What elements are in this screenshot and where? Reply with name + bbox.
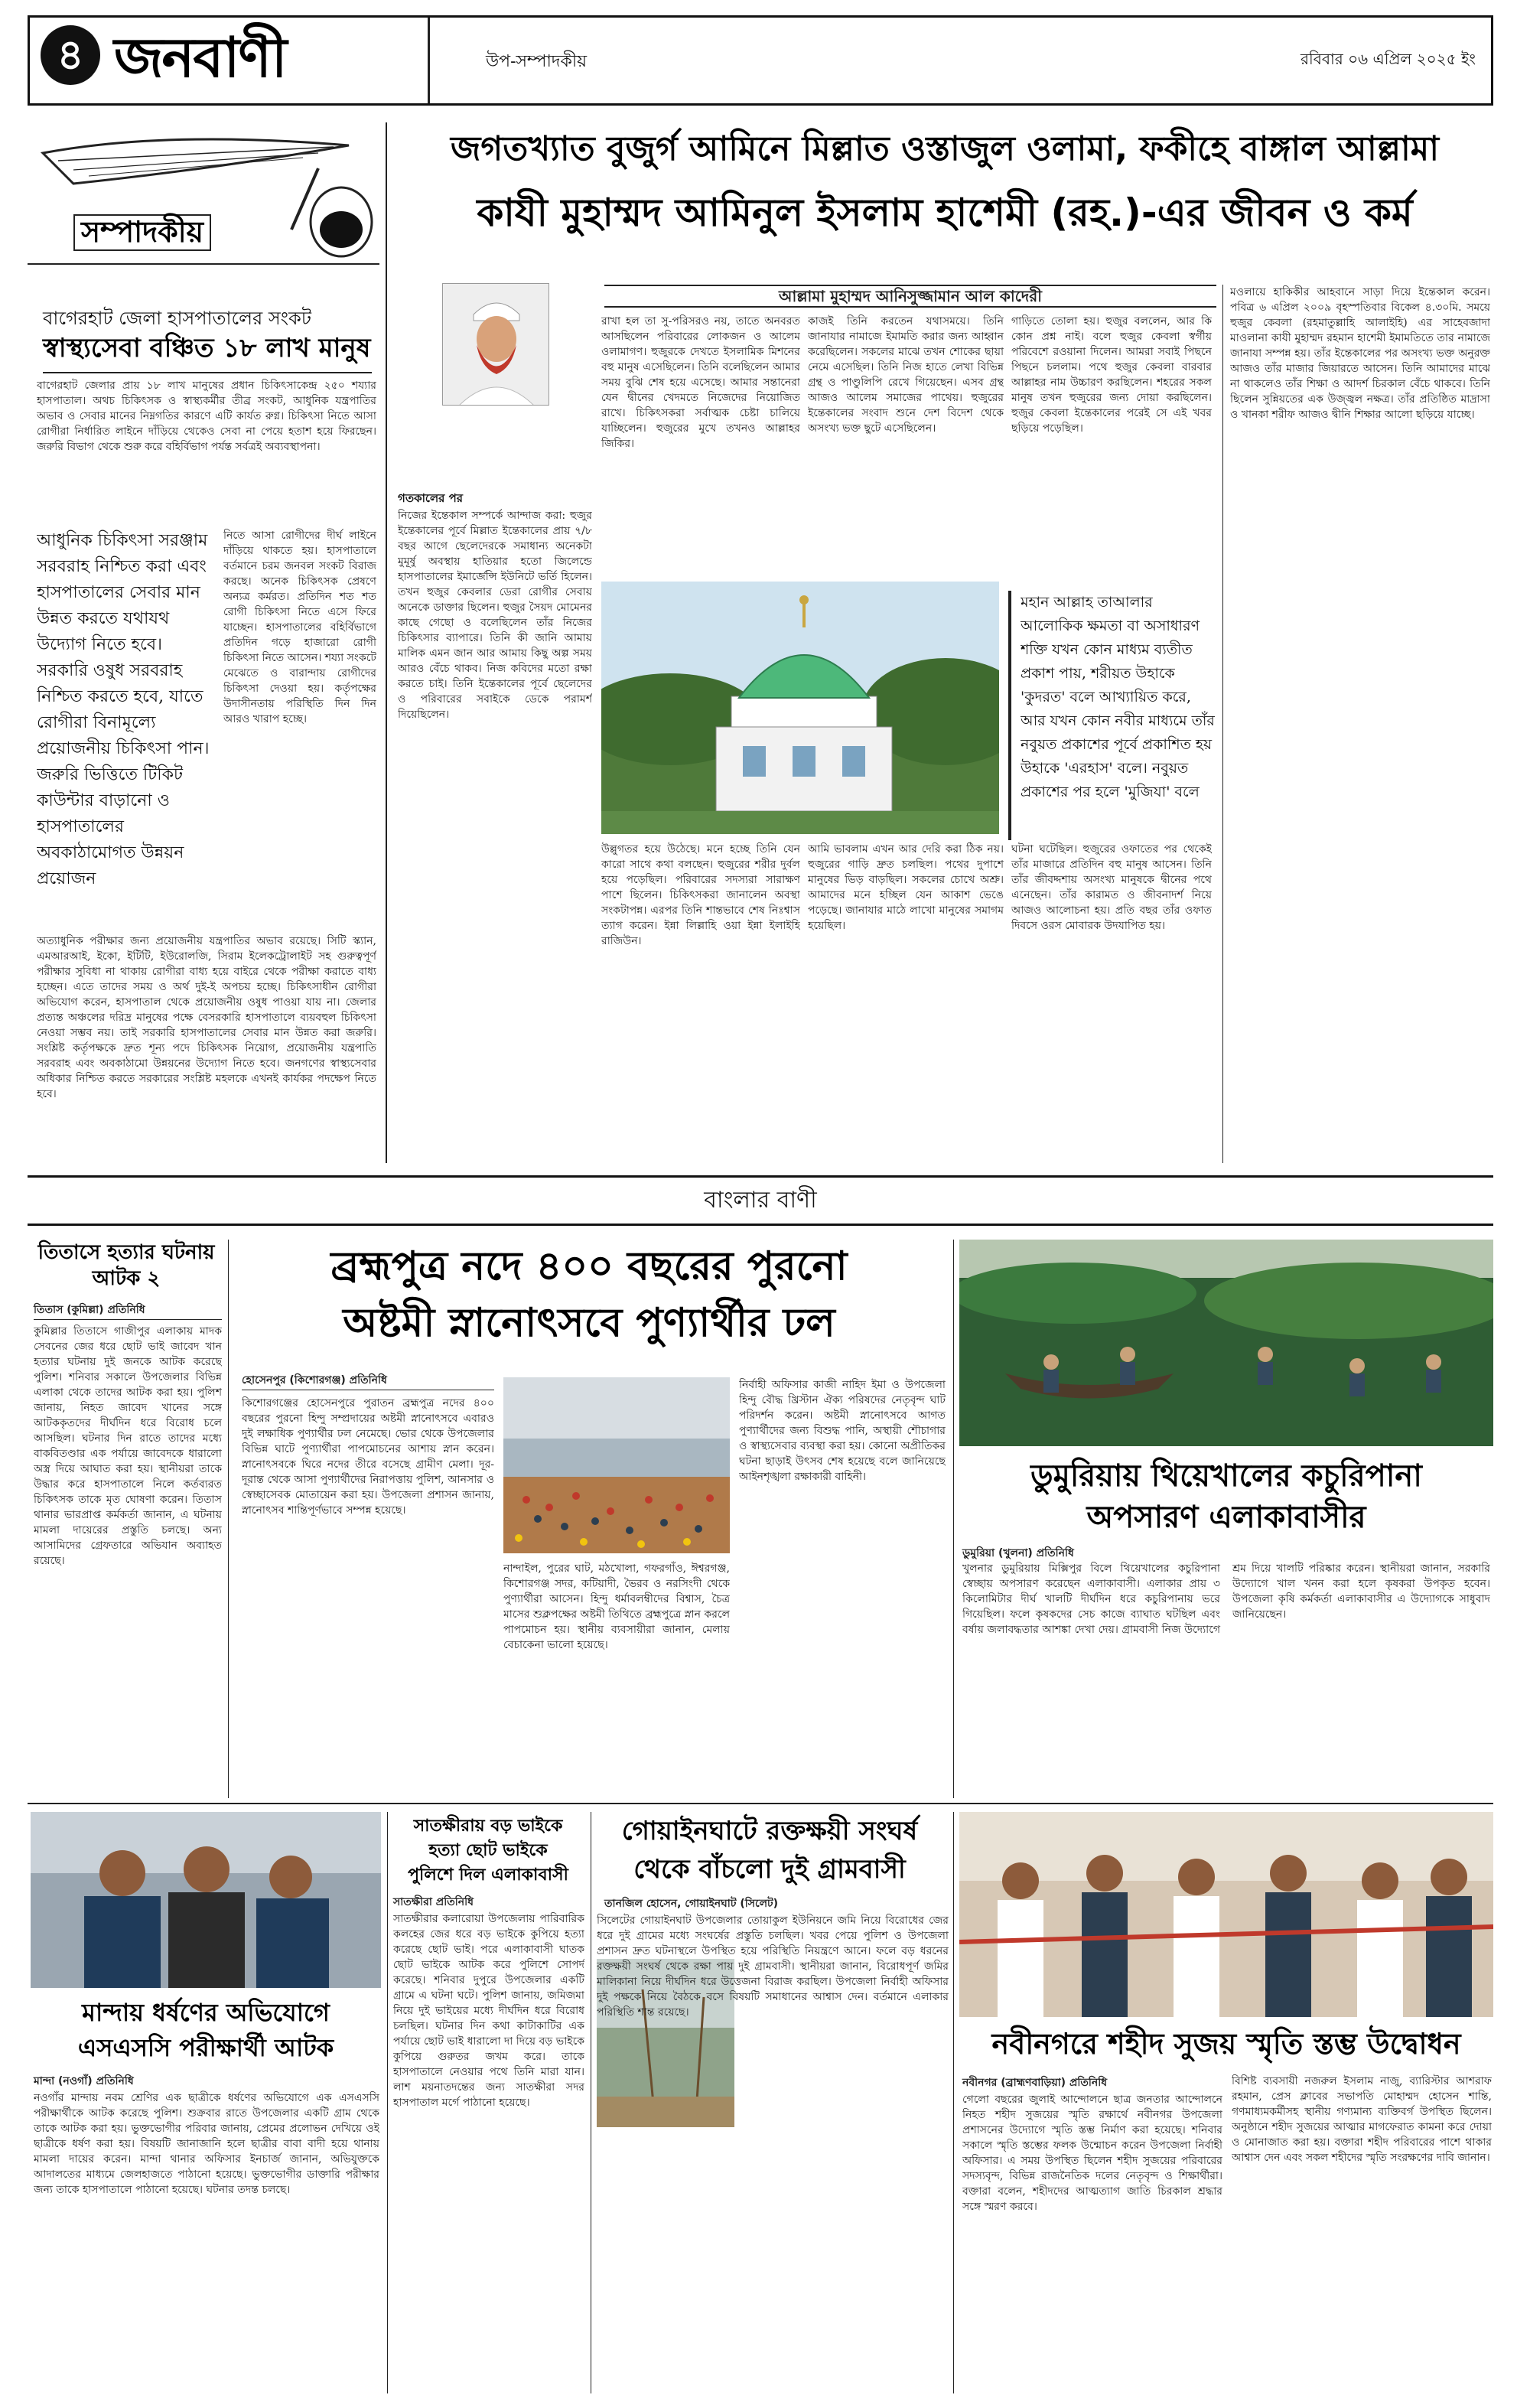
feature-col2-text: রাখা হল তা সু-পরিসরও নয়, তাতে অনবরত আসছিলেন পরিবারের লোকজন ও আলেম ওলামাগণ। হুজুরকে দেখতে ইসলামিক মিশনের বহু মানুষ এসেছিলেন। তিনি বলেছিলেন আমার সময় বুঝি শেষ হয়ে এসেছে। আমার সন্তানেরা যেন দ্বীনের খেদমতে নিজেদের নিয়োজিত রাখে। চিকিৎসকরা সর্বাত্মক চেষ্টা চালিয়ে যাচ্ছিলেন। হুজুরের মুখে তখনও আল্লাহর জিকির। bbox=[601, 315, 800, 450]
arrest-image bbox=[31, 1812, 381, 1988]
mosque-image bbox=[601, 582, 999, 834]
section-banner bbox=[28, 1175, 1493, 1226]
author-portrait-icon bbox=[443, 284, 549, 406]
goainghat-column-divider bbox=[953, 1812, 954, 2393]
editorial-headline-rule bbox=[43, 372, 372, 373]
page-number: ৪ bbox=[57, 31, 84, 79]
feature-quote-box bbox=[1008, 591, 1215, 840]
mandai-headline-line2: এসএসসি পরীক্ষার্থী আটক bbox=[77, 2033, 334, 2062]
ribbon-cutting-image bbox=[959, 1812, 1493, 2017]
mandai-column-divider bbox=[387, 1812, 388, 2393]
feature-col5-text: মওলায়ে হাকিকীর আহবানে সাড়া দিয়ে ইন্তেকাল করেন। পবিত্র ৬ এপ্রিল ২০০৯ বৃহস্পতিবার বিকেল ৪.৩০মি. সময়ে হুজুর কেবলা (রহমাতুল্লাহি আলাইহি) এর সাহেবজাদা মাওলানা কাযী মুহাম্মদ রহমান হাশেমী ইমামতিতে তার নামাজে জানাযা সম্পন্ন হয়। তাঁর ইন্তেকালের পর অসংখ্য ভক্ত অনুরক্ত আজও তাঁর মাজার জিয়ারতে আসেন। তিনি আমাদের মাঝে না থাকলেও তাঁর শিক্ষা ও আদর্শ চিরকাল বেঁচে থাকবে। তিনি ছিলেন সুন্নিয়তের এক উজ্জ্বল নক্ষত্র। তাঁর প্রতিষ্ঠিত মাদ্রাসা ও খানকা শরীফ আজও দ্বীনি শিক্ষার আলো ছড়িয়ে যাচ্ছে। bbox=[1230, 286, 1490, 421]
masthead bbox=[28, 15, 1493, 106]
nabinagar-body-right: বিশিষ্ট ব্যবসায়ী নজরুল ইসলাম নাজু, ব্যারিস্টার আশরাফ রহমান, প্রেস ক্লাবের সভাপতি মোহাম্মদ হোসেন শান্তি, গণমাধ্যমকর্মীসহ স্থানীয় গণ্যমান্য ব্যক্তিবর্গ উপস্থিত ছিলেন। অনুষ্ঠানে শহীদ সুজয়ের আত্মার মাগফেরাত কামনা করে দোয়া ও মোনাজাত করা হয়। বক্তারা শহীদ পরিবারের পাশে থাকার আশ্বাস দেন এবং সকল শহীদের স্মৃতি সংরক্ষণের দাবি জানান। bbox=[1232, 2075, 1492, 2164]
feature-col1-text: নিজের ইন্তেকাল সম্পর্কে আন্দাজ করা: হুজুর ইন্তেকালের পূর্বে মিল্লাত ইন্তেকালের প্রায় ৭/৮ বছর আগে ছেলেদেরকে সমাধান্য অনেকটা মুমূর্ষু অবস্থায় হাতিয়ার হতো জিলেন্ডে হাসপাতালের ইমার্জেন্সি ইউনিটে ভর্তি হিলেন। তখন হুজুর কেবলার ডেরা রোগীর সেবায় অনেকে ডাক্তার ছিলেন। হুজুর সৈয়দ মোমেনর কাছে গেছো ও বলেছিলেন তাঁর নিজের চিকিৎসার ব্যাপারে। তিনি কী জানি আমায় মালিক এমন জান আর আমায় কিছু অল্প সময় আরও বেঁচে থাকব। নিজ কবিদের মতো রক্ষা করতে চাই। তিনি ইন্তেকালের পূর্বে ছেলেদের ও পরিবারের সবাইকে ডেকে পরামর্শ দিয়েছিলেন। bbox=[398, 510, 592, 721]
quill-pen-icon bbox=[28, 122, 379, 275]
feature-col3-text: কাজই তিনি করতেন যথাসময়ে। তিনি জানাযার নামাজে ইমামতি করার জন্য আহ্বান করেছিলেন। সকলের মাঝে তখন শোকের ছায়া নেমে এসেছিল। তিনি নিজ হাতে লেখা বিভিন্ন গ্রন্থ ও পাণ্ডুলিপি রেখে গিয়েছেন। এসব গ্রন্থ আজও আলেম সমাজের পাথেয়। হুজুরের ইন্তেকালের সংবাদ শুনে দেশ বিদেশ থেকে অসংখ্য ভক্ত ছুটে এসেছিলেন। bbox=[808, 315, 1004, 435]
satkhira-headline-line3: পুলিশে দিল এলাকাবাসী bbox=[408, 1865, 568, 1885]
feature-quote: মহান আল্লাহ তাআলার আলোকিক ক্ষমতা বা অসাধারণ শক্তি যখন কোন মাধ্যম ব্যতীত প্রকাশ পায়, শরীয়ত উহাকে 'কুদরত' বলে আখ্যায়িত করে, আর যখন কোন নবীর মাধ্যমে তাঁর নবুয়ত প্রকাশের পূর্বে প্রকাশিত হয় উহাকে 'এরহাস' বলে। নবুয়ত প্রকাশের পর হলে 'মুজিযা' বলে bbox=[1021, 594, 1215, 800]
row-divider bbox=[28, 1803, 1493, 1804]
editorial-kicker: বাগেরহাট জেলা হাসপাতালের সংকট bbox=[43, 308, 311, 329]
author-name: আল্লামা মুহাম্মদ আনিসুজ্জামান আল কাদেরী bbox=[778, 287, 1042, 305]
mandai-photo bbox=[31, 1812, 381, 1988]
titas-body: কুমিল্লার তিতাসে গাজীপুর এলাকায় মাদক সেবনের জের ধরে ছোট ভাই জাবেদ খান হত্যার ঘটনায় দুই জনকে আটক করেছে পুলিশ। শনিবার সকালে উপজেলার বিভিন্ন এলাকা থেকে তাদের আটক করা হয়। পুলিশ জানায়, নিহত জাবেদ খানের সঙ্গে আটককৃতদের দীর্ঘদিন ধরে বিরোধ চলে আসছিল। ঘটনার দিন রাতে তাদের মধ্যে বাকবিতণ্ডার এক পর্যায়ে জাবেদকে ধারালো অস্ত্র দিয়ে আঘাত করা হয়। স্থানীয়রা তাকে উদ্ধার করে হাসপাতালে নিলে কর্তব্যরত চিকিৎসক তাকে মৃত ঘোষণা করেন। তিতাস থানার ভারপ্রাপ্ত কর্মকর্তা জানান, এ ঘটনায় মামলা দায়েরের প্রস্তুতি চলছে। অন্য আসামিদের গ্রেফতারে অভিযান অব্যাহত রয়েছে। bbox=[34, 1325, 222, 1567]
river-crowd-image bbox=[503, 1377, 730, 1553]
brahmaputra-headline-line2: অষ্টমী স্নানোৎসবে পুণ্যার্থীর ঢল bbox=[343, 1300, 835, 1346]
mandai-byline: মান্দা (নওগাঁ) প্রতিনিধি bbox=[34, 2075, 134, 2087]
satkhira-body: সাতক্ষীরার কলারোয়া উপজেলায় পারিবারিক কলহের জের ধরে বড় ভাইকে কুপিয়ে হত্যা করেছে ছোট ভাই। পরে এলাকাবাসী ঘাতক ছোট ভাইকে আটক করে পুলিশে সোপর্দ করেছে। শনিবার দুপুরে উপজেলার একটি গ্রামে এ ঘটনা ঘটে। পুলিশ জানায়, জমিজমা নিয়ে দুই ভাইয়ের মধ্যে দীর্ঘদিন ধরে বিরোধ চলছিল। ঘটনার দিন কথা কাটাকাটির এক পর্যায়ে ছোট ভাই ধারালো দা দিয়ে বড় ভাইকে কুপিয়ে গুরুতর জখম করে। তাকে হাসপাতালে নেওয়ার পথে তিনি মারা যান। লাশ ময়নাতদন্তের জন্য সাতক্ষীরা সদর হাসপাতাল মর্গে পাঠানো হয়েছে। bbox=[393, 1913, 584, 2109]
feature-col6-text: উল্লুগতর হয়ে উঠেছে। মনে হচ্ছে তিনি যেন কারো সাথে কথা বলছেন। হুজুরের শরীর দুর্বল হয়ে পড়েছিল। পরিবারের সদস্যরা সারাক্ষণ পাশে ছিলেন। চিকিৎসকরা জানালেন অবস্থা সংকটাপন্ন। এরপর তিনি শান্তভাবে শেষ নিঃশ্বাস ত্যাগ করেন। ইন্না লিল্লাহি ওয়া ইন্না ইলাইহি রাজিউন। bbox=[601, 843, 800, 947]
feature-col1-label: গতকালের পর bbox=[398, 491, 464, 505]
editorial-body-bottom: অত্যাধুনিক পরীক্ষার জন্য প্রয়োজনীয় যন্ত্রপাতির অভাব রয়েছে। সিটি স্ক্যান, এমআরআই, ইকো, ইটিটি, ইউরোলজি, সিরাম ইলেকট্রোলাইট সহ গুরুত্বপূর্ণ পরীক্ষার সুবিধা না থাকায় রোগীরা বাধ্য হয়ে বাইরে থেকে পরীক্ষা করাতে বাধ্য হচ্ছেন। এতে তাদের সময় ও অর্থ দুই-ই অপচয় হচ্ছে। চিকিৎসাধীন রোগীরা অভিযোগ করেন, হাসপাতাল থেকে প্রয়োজনীয় ওষুধ পাওয়া যায় না। জেলার প্রত্যন্ত অঞ্চলের দরিদ্র মানুষের পক্ষে বেসরকারি হাসপাতালে ব্যয়বহুল চিকিৎসা নেওয়া সম্ভব নয়। তাই সরকারি হাসপাতালের সেবার মান উন্নত করা জরুরি। সংশ্লিষ্ট কর্তৃপক্ষকে দ্রুত শূন্য পদে চিকিৎসক নিয়োগ, প্রয়োজনীয় যন্ত্রপাতি সরবরাহ এবং অবকাঠামো উন্নয়নের উদ্যোগ নিতে হবে। জনগণের স্বাস্থ্যসেবার অধিকার নিশ্চিত করতে সরকারের সংশ্লিষ্ট মহলকে এখনই কার্যকর পদক্ষেপ নিতে হবে। bbox=[37, 935, 376, 1100]
brahmaputra-byline: হোসেনপুর (কিশোরগঞ্জ) প্রতিনিধি bbox=[242, 1374, 387, 1386]
masthead-divider bbox=[428, 18, 430, 103]
titas-byline: তিতাস (কুমিল্লা) প্রতিনিধি bbox=[34, 1304, 145, 1316]
nabinagar-byline: নবীনগর (ব্রাহ্মণবাড়িয়া) প্রতিনিধি bbox=[962, 2077, 1108, 2089]
satkhira-headline-line1: সাতক্ষীরায় বড় ভাইকে bbox=[413, 1817, 563, 1836]
section-banner-title: বাংলার বাণী bbox=[704, 1187, 817, 1214]
brahmaputra-body-mid: নান্দাইল, পুরের ঘাট, মঠখোলা, গফরগাঁও, ঈশ্বরগঞ্জ, কিশোরগঞ্জ সদর, কটিয়াদী, ভৈরব ও নরসিংদী থেকে পুণ্যার্থীরা আসেন। হিন্দু ধর্মাবলম্বীদের বিশ্বাস, চৈত্র মাসের শুক্লপক্ষের অষ্টমী তিথিতে ব্রহ্মপুত্রে স্নান করলে পাপমোচন হয়। স্থানীয় ব্যবসায়ীরা জানান, মেলায় বেচাকেনা ভালো হয়েছে। bbox=[503, 1562, 730, 1651]
satkhira-byline: সাতক্ষীরা প্রতিনিধি bbox=[393, 1896, 474, 1908]
dumuria-headline-line1: ডুমুরিয়ায় থিয়েখালের কচুরিপানা bbox=[1030, 1458, 1422, 1494]
titas-rule bbox=[34, 1319, 222, 1320]
dumuria-headline-line2: অপসারণ এলাকাবাসীর bbox=[1086, 1500, 1366, 1535]
editorial-banner-title: সম্পাদকীয় bbox=[73, 214, 211, 251]
dumuria-byline: ডুমুরিয়া (খুলনা) প্রতিনিধি bbox=[962, 1547, 1074, 1559]
author-portrait bbox=[442, 283, 549, 406]
editorial-body-top: বাগেরহাট জেলার প্রায় ১৮ লাখ মানুষের প্রধান চিকিৎসাকেন্দ্র ২৫০ শয্যার হাসপাতাল। অথচ চিকিৎসক ও স্বাস্থ্যকর্মীর তীব্র সংকট, আধুনিক যন্ত্রপাতির অভাব ও সেবার মানের নিম্নগতির কারণে এটি কার্যত রুগ্ন। চিকিৎসা নিতে আসা রোগীরা নির্ধারিত লাইনে দাঁড়িয়ে থেকেও সেবা না পেয়ে হতাশ হয়ে ফিরছেন। জরুরি বিভাগ থেকে শুরু করে বহির্বিভাগ পর্যন্ত সর্বত্রই অব্যবস্থাপনা। bbox=[37, 380, 376, 453]
editorial-banner bbox=[28, 122, 379, 275]
feature-col7-text: আমি ভাবলাম এখন আর দেরি করা ঠিক নয়। হুজুরের গাড়ি দ্রুত চলছিল। পথের দুপাশে মানুষের ভিড় বাড়ছিল। সকলের চোখে অশ্রু। আমাদের মনে হচ্ছিল যেন আকাশ ভেঙে পড়েছে। জানাযার মাঠে লাখো মানুষের সমাগম হয়েছিল। bbox=[808, 843, 1004, 932]
mandai-headline-line1: মান্দায় ধর্ষণের অভিযোগে bbox=[82, 1998, 330, 2027]
brahmaputra-photo bbox=[503, 1377, 730, 1553]
feature-col4-text: গাড়িতে তোলা হয়। হুজুর বললেন, আর কি কোন প্রশ্ন নাই। বলে হুজুর কেবলা স্বর্গীয় পরিবেশে রওয়ানা দিলেন। আমরা সবাই পিছনে পিছনে চললাম। পথে হুজুর কেবলা বারবার আল্লাহর নাম উচ্চারণ করছিলেন। শহরের সকল মানুষ তখন হুজুরের জন্য দোয়া করছিলেন। হুজুর কেবলা ইন্তেকালের পরেই সে এই খবর ছড়িয়ে পড়েছিল। bbox=[1011, 315, 1212, 435]
column-divider bbox=[386, 122, 387, 1163]
section-label: উপ-সম্পাদকীয় bbox=[486, 52, 588, 71]
goainghat-byline: তানজিল হোসেন, গোয়াইনঘাট (সিলেট) bbox=[604, 1898, 779, 1910]
newspaper-logo: জনবাণী bbox=[114, 25, 286, 90]
goainghat-body: সিলেটের গোয়াইনঘাট উপজেলার তোয়াকুল ইউনিয়নে জমি নিয়ে বিরোধের জের ধরে দুই গ্রামের মধ্যে সংঘর্ষের প্রস্তুতি চলছিল। খবর পেয়ে পুলিশ ও উপজেলা প্রশাসন দ্রুত ঘটনাস্থলে উপস্থিত হয়ে পরিস্থিতি নিয়ন্ত্রণে আনে। ফলে বড় ধরনের রক্তক্ষয়ী সংঘর্ষ থেকে রক্ষা পায় দুই গ্রামবাসী। স্থানীয়রা জানান, বিরোধপূর্ণ জমির মালিকানা নিয়ে দীর্ঘদিন ধরে উত্তেজনা বিরাজ করছিল। উপজেলা নির্বাহী অফিসার দুই পক্ষকে নিয়ে বৈঠকে বসে বিষয়টি সমাধানের আশ্বাস দেন। বর্তমানে এলাকার পরিস্থিতি শান্ত রয়েছে। bbox=[597, 1914, 949, 2019]
page-number-badge bbox=[41, 25, 100, 85]
feature-headline-line1: জগতখ্যাত বুজুর্গ আমিনে মিল্লাত ওস্তাজুল ওলামা, ফকীহে বাঙ্গাল আল্লামা bbox=[451, 129, 1439, 168]
brahmaputra-column-divider bbox=[953, 1240, 954, 1798]
author-bar bbox=[604, 285, 1216, 308]
goainghat-headline-line1: গোয়াইনঘাটে রক্তক্ষয়ী সংঘর্ষ bbox=[621, 1816, 918, 1846]
issue-date: রবিবার ০৬ এপ্রিল ২০২৫ ইং bbox=[1301, 50, 1476, 68]
brahmaputra-body-left: কিশোরগঞ্জের হোসেনপুরে পুরাতন ব্রহ্মপুত্র নদের ৪০০ বছরের পুরনো হিন্দু সম্প্রদায়ের অষ্টমী স্নানোৎসবে এবারও দুই লক্ষাধিক পুণ্যার্থীর ঢল নেমেছে। ভোর থেকে উপজেলার বিভিন্ন ঘাটে পুণ্যার্থীরা পাপমোচনের আশায় স্নান করেন। স্নানোৎসবকে ঘিরে নদের তীরে বসেছে গ্রামীণ মেলা। দূর-দূরান্ত থেকে আসা পুণ্যার্থীদের নিরাপত্তায় পুলিশ, আনসার ও স্বেচ্ছাসেবক মোতায়েন করা হয়। উপজেলা প্রশাসন জানায়, স্নানোৎসব শান্তিপূর্ণভাবে সম্পন্ন হয়েছে। bbox=[242, 1397, 494, 1517]
satkhira-headline-line2: হত্যা ছোট ভাইকে bbox=[428, 1841, 548, 1860]
editorial-headline: স্বাস্থ্যসেবা বঞ্চিত ১৮ লাখ মানুষ bbox=[43, 333, 371, 363]
editorial-body-side: নিতে আসা রোগীদের দীর্ঘ লাইনে দাঁড়িয়ে থাকতে হয়। হাসপাতালে বর্তমানে চরম জনবল সংকট বিরাজ করছে। অনেক চিকিৎসক প্রেষণে অন্যত্র কর্মরত। প্রতিদিন শত শত রোগী চিকিৎসা নিতে এসে ফিরে যাচ্ছেন। হাসপাতালের বহির্বিভাগে প্রতিদিন গড়ে হাজারো রোগী চিকিৎসা নিতে আসেন। শয্যা সংকটে মেঝেতে ও বারান্দায় রোগীদের চিকিৎসা দেওয়া হয়। কর্তৃপক্ষের উদাসীনতায় পরিস্থিতি দিন দিন আরও খারাপ হচ্ছে। bbox=[223, 529, 376, 725]
nabinagar-photo bbox=[959, 1812, 1493, 2017]
titas-column-divider bbox=[228, 1240, 229, 1798]
mandai-body: নওগাঁর মান্দায় নবম শ্রেণির এক ছাত্রীকে ধর্ষণের অভিযোগে এক এসএসসি পরীক্ষার্থীকে আটক করেছে পুলিশ। শুক্রবার রাতে উপজেলার একটি গ্রাম থেকে তাকে আটক করা হয়। ভুক্তভোগীর পরিবার জানায়, প্রেমের প্রলোভন দেখিয়ে ওই ছাত্রীকে ধর্ষণ করা হয়। বিষয়টি জানাজানি হলে ছাত্রীর বাবা বাদী হয়ে থানায় মামলা দায়ের করেন। মান্দা থানার অফিসার ইনচার্জ জানান, অভিযুক্তকে আদালতের মাধ্যমে জেলহাজতে পাঠানো হয়েছে। ভুক্তভোগীর ডাক্তারি পরীক্ষার জন্য তাকে হাসপাতালে পাঠানো হয়েছে। ঘটনার তদন্ত চলছে। bbox=[34, 2092, 379, 2196]
goainghat-headline-line2: থেকে বাঁচলো দুই গ্রামবাসী bbox=[633, 1854, 906, 1885]
editorial-pull-quote: আধুনিক চিকিৎসা সরঞ্জাম সরবরাহ নিশ্চিত করা এবং হাসপাতালের সেবার মান উন্নত করতে যথাযথ উদ্যোগ নিতে হবে। সরকারি ওষুধ সরবরাহ নিশ্চিত করতে হবে, যাতে রোগীরা বিনামূল্যে প্রয়োজনীয় চিকিৎসা পান। জরুরি ভিত্তিতে টিকিট কাউন্টার বাড়ানো ও হাসপাতালের অবকাঠামোগত উন্নয়ন প্রয়োজন bbox=[37, 531, 210, 888]
mosque-photo bbox=[601, 582, 999, 834]
nabinagar-headline: নবীনগরে শহীদ সুজয় স্মৃতি স্তম্ভ উদ্বোধন bbox=[991, 2027, 1461, 2061]
feature-headline-line2: কাযী মুহাম্মদ আমিনুল ইসলাম হাশেমী (রহ.)-এর জীবন ও কর্ম bbox=[477, 191, 1413, 235]
titas-headline: তিতাসে হত্যার ঘটনায় আটক ২ bbox=[37, 1241, 215, 1290]
dumuria-body: খুলনার ডুমুরিয়ায় মিক্সিপুর বিলে থিয়েখালের কচুরিপানা স্বেচ্ছায় অপসারণ করেছেন এলাকাবাসী। এলাকার প্রায় ৩ কিলোমিটার দীর্ঘ খালটি দীর্ঘদিন ধরে কচুরিপানায় ভরে গিয়েছিল। ফলে কৃষকদের সেচ কাজে ব্যাঘাত ঘটছিল এবং বর্ষায় জলাবদ্ধতার আশঙ্কা দেখা দেয়। গ্রামবাসী নিজ উদ্যোগে শ্রম দিয়ে খালটি পরিষ্কার করেন। স্থানীয়রা জানান, সরকারি উদ্যোগে খাল খনন করা হলে কৃষকরা উপকৃত হবেন। উপজেলা কৃষি কর্মকর্তা এলাকাবাসীর এ উদ্যোগকে সাধুবাদ জানিয়েছেন। bbox=[962, 1562, 1490, 1636]
feature-col8-text: ঘটনা ঘটেছিল। হুজুরের ওফাতের পর থেকেই তাঁর মাজারে প্রতিদিন বহু মানুষ আসেন। তিনি তাঁর জীবদ্দশায় অসংখ্য মানুষকে দ্বীনের পথে এনেছেন। তাঁর কারামত ও জীবনাদর্শ নিয়ে আজও আলোচনা হয়। প্রতি বছর তাঁর ওফাত দিবসে ওরস মোবারক উদযাপিত হয়। bbox=[1011, 843, 1212, 932]
feature-column-divider bbox=[1222, 285, 1223, 1163]
brahmaputra-body-right: নির্বাহী অফিসার কাজী নাহিদ ইমা ও উপজেলা হিন্দু বৌদ্ধ খ্রিস্টান ঐক্য পরিষদের নেতৃবৃন্দ ঘাট পরিদর্শন করেন। অষ্টমী স্নানোৎসবে আগত পুণ্যার্থীদের জন্য বিশুদ্ধ পানি, অস্থায়ী শৌচাগার ও স্বাস্থ্যসেবার ব্যবস্থা করা হয়। কোনো অপ্রীতিকর ঘটনা ছাড়াই উৎসব শেষ হয়েছে বলে জানিয়েছে আইনশৃঙ্খলা রক্ষাকারী বাহিনী। bbox=[739, 1379, 946, 1483]
brahmaputra-headline-line1: ব্রহ্মপুত্র নদে ৪০০ বছরের পুরনো bbox=[330, 1243, 848, 1289]
nabinagar-body-left: গেলো বছরের জুলাই আন্দোলনে ছাত্র জনতার আন্দোলনে নিহত শহীদ সুজয়ের স্মৃতি রক্ষার্থে নবীনগর উপজেলা প্রশাসনের উদ্যোগে স্মৃতি স্তম্ভ নির্মাণ করা হয়েছে। শনিবার সকালে স্মৃতি স্তম্ভের ফলক উন্মোচন করেন উপজেলা নির্বাহী অফিসার। এ সময় উপস্থিত ছিলেন শহীদ সুজয়ের পরিবারের সদস্যবৃন্দ, বিভিন্ন রাজনৈতিক দলের নেতৃবৃন্দ ও শিক্ষার্থীরা। বক্তারা বলেন, শহীদদের আত্মত্যাগ জাতি চিরকাল শ্রদ্ধার সঙ্গে স্মরণ করবে। bbox=[962, 2094, 1222, 2213]
dumuria-photo bbox=[959, 1240, 1493, 1446]
canal-cleaning-image bbox=[959, 1240, 1493, 1446]
